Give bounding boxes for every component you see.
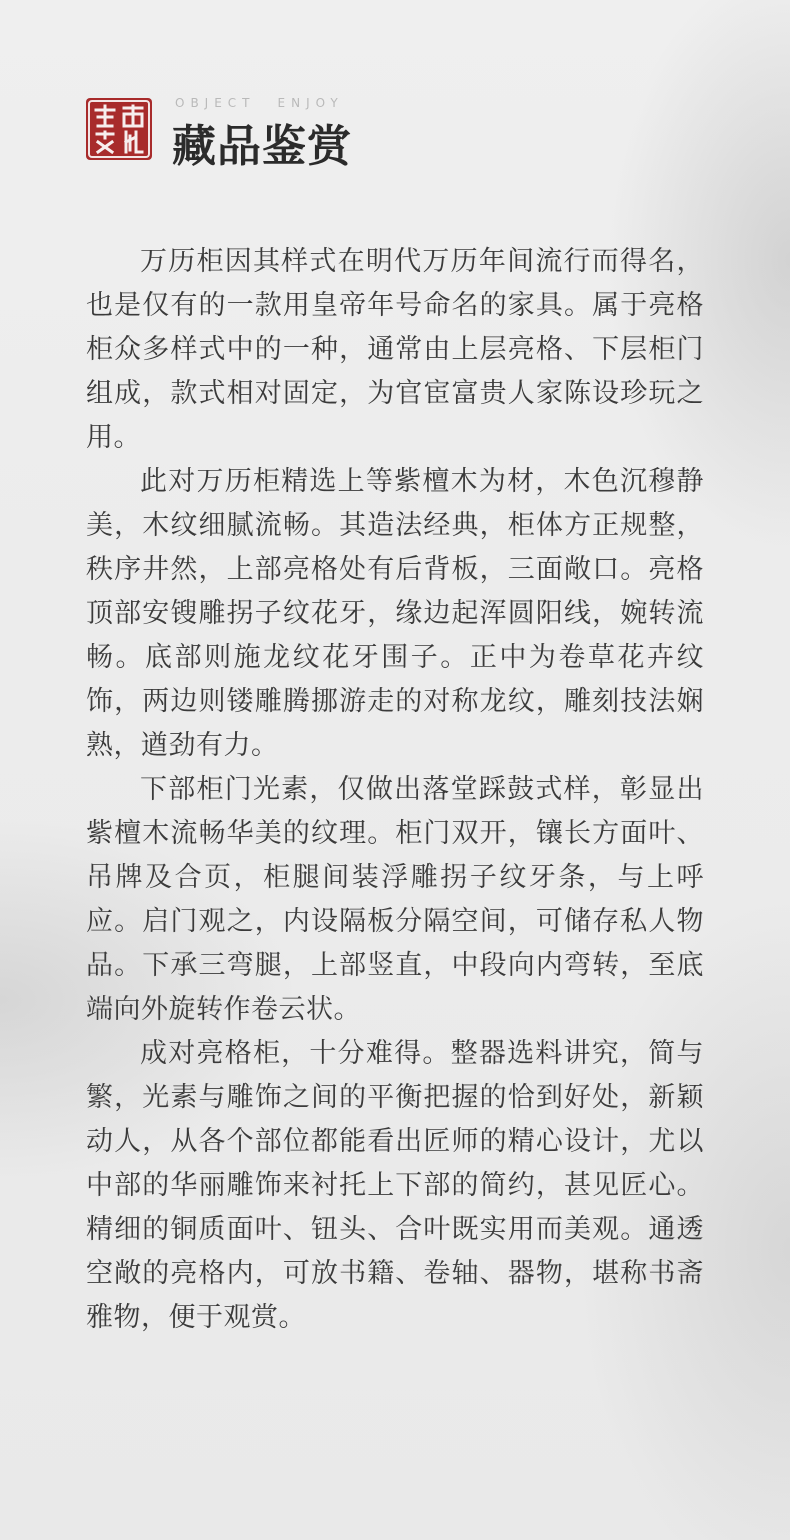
article-paragraph-4: 成对亮格柜，十分难得。整器选料讲究，简与繁，光素与雕饰之间的平衡把握的恰到好处，新颖动人，从各个部位都能看出匠师的精心设计，尤以中部的华丽雕饰来衬托上下部的简约，甚见匠心。精细的铜质面叶、钮头、合叶既实用而美观。通透空敞的亮格内，可放书籍、卷轴、器物，堪称书斋雅物，便于观赏。	[86, 1038, 704, 1333]
seal-glyphs	[86, 98, 152, 160]
article-paragraph-1: 万历柜因其样式在明代万历年间流行而得名，也是仅有的一款用皇帝年号命名的家具。属于亮格柜众多样式中的一种，通常由上层亮格、下层柜门组成，款式相对固定，为官宦富贵人家陈设珍玩之用。	[86, 246, 704, 453]
article-paragraph-2: 此对万历柜精选上等紫檀木为材，木色沉穆静美，木纹细腻流畅。其造法经典，柜体方正规整，秩序井然，上部亮格处有后背板，三面敞口。亮格顶部安锼雕拐子纹花牙，缘边起浑圆阳线，婉转流畅。底部则施龙纹花牙围子。正中为卷草花卉纹饰，两边则镂雕腾挪游走的对称龙纹，雕刻技法娴熟，遒劲有力。	[86, 466, 704, 761]
eyebrow-word-2: ENJOY	[277, 96, 344, 110]
section-title: 藏品鉴赏	[172, 121, 352, 172]
seal-logo	[86, 98, 152, 160]
article-paragraph-3: 下部柜门光素，仅做出落堂踩鼓式样，彰显出紫檀木流畅华美的纹理。柜门双开，镶长方面叶、吊牌及合页，柜腿间装浮雕拐子纹牙条，与上呼应。启门观之，内设隔板分隔空间，可储存私人物品。下承三弯腿，上部竖直，中段向内弯转，至底端向外旋转作卷云状。	[86, 774, 704, 1025]
eyebrow-word-1: OBJECT	[175, 96, 256, 110]
article-body	[86, 240, 704, 1340]
section-eyebrow	[175, 96, 366, 110]
